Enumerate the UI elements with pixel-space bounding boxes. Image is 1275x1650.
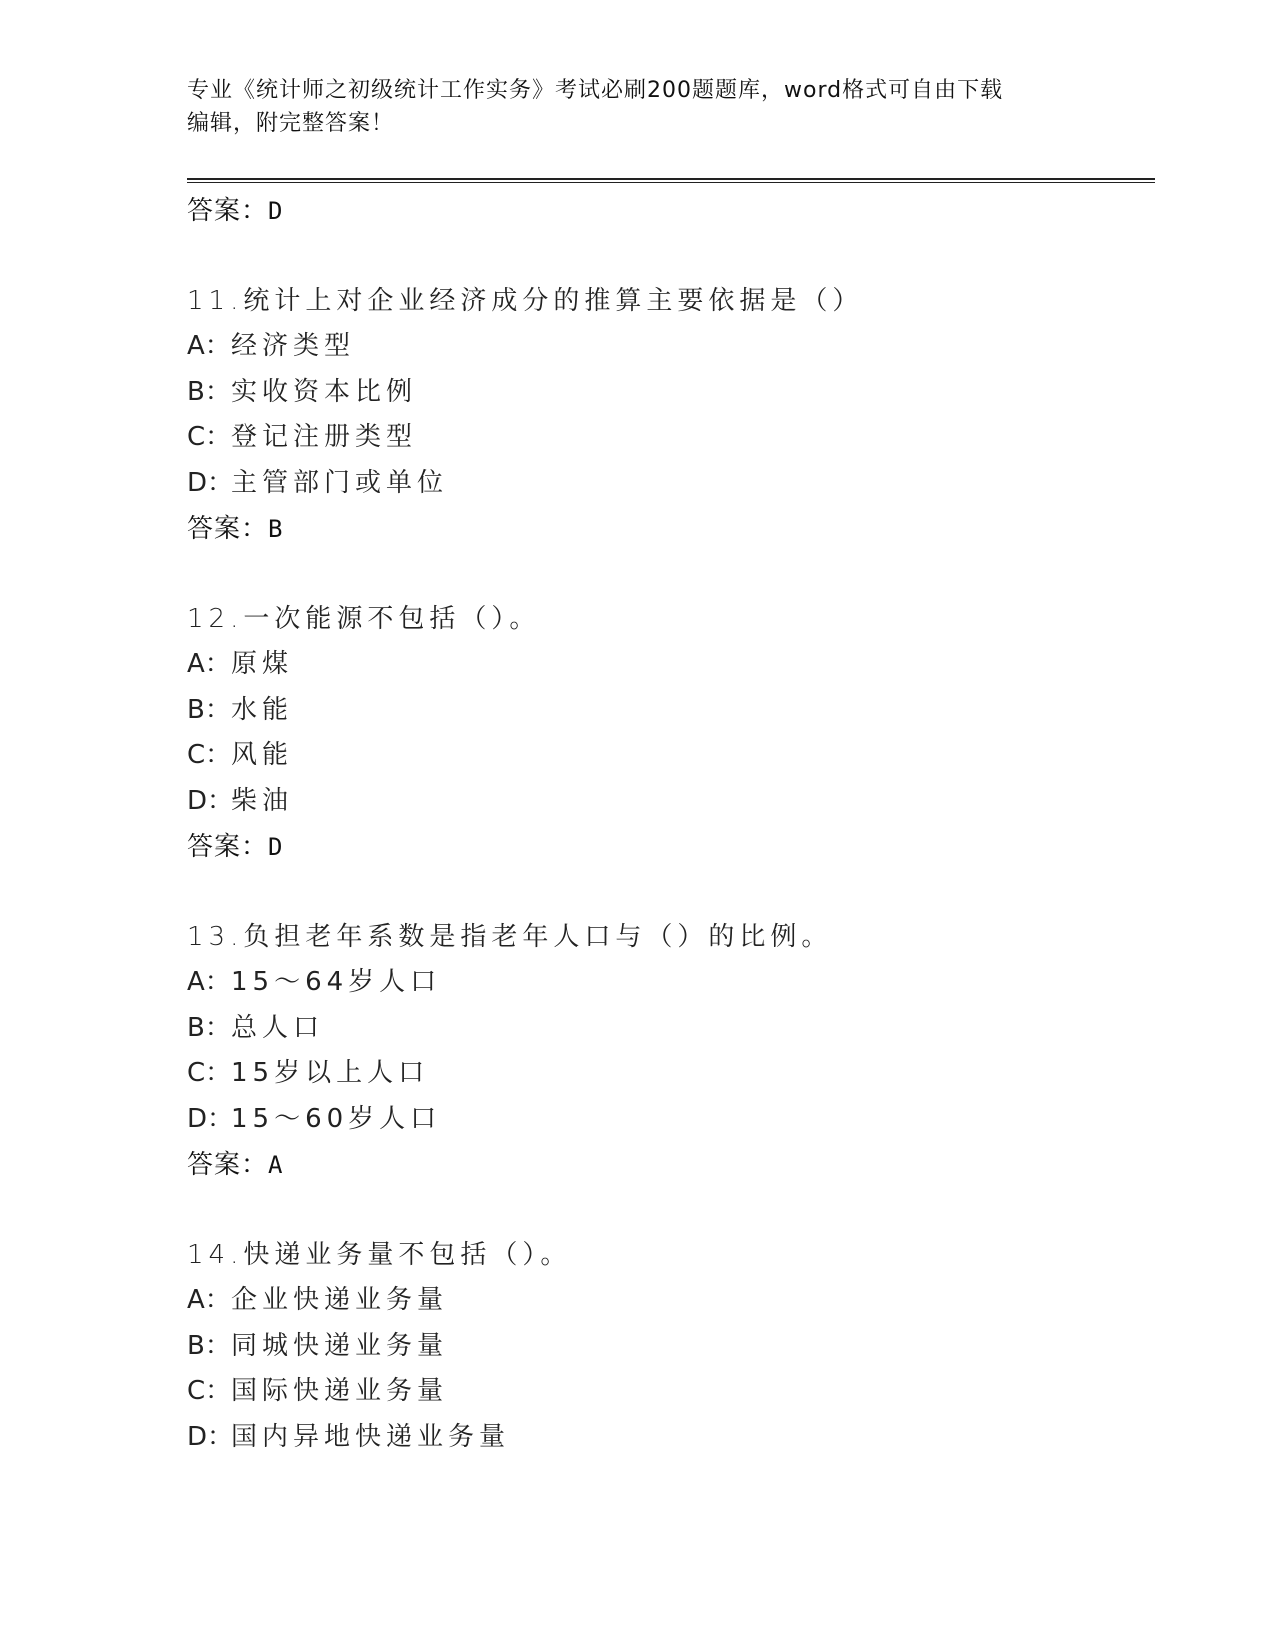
option-text: 经济类型 — [231, 331, 356, 361]
answer-line — [187, 1142, 1147, 1188]
header-line-2: 编辑，附完整答案！ — [187, 111, 395, 136]
option-text: 水能 — [231, 694, 294, 725]
option-text: 柴油 — [231, 785, 294, 816]
option-key: D： — [187, 785, 234, 816]
header-divider — [187, 178, 1155, 183]
option-d — [187, 461, 1147, 507]
answer-value: B — [268, 515, 284, 543]
option-text: 同城快递业务量 — [231, 1330, 449, 1361]
option-key: D： — [187, 1421, 234, 1452]
option-text: 主管部门或单位 — [231, 467, 449, 498]
option-key: C： — [187, 1058, 232, 1088]
option-text: 企业快递业务量 — [231, 1285, 449, 1315]
option-c — [187, 733, 1147, 779]
header-line-1: 专业《统计师之初级统计工作实务》考试必刷200题题库，word格式可自由下载 — [187, 78, 1004, 103]
option-text: 登记注册类型 — [231, 422, 418, 452]
option-a — [187, 960, 1147, 1006]
option-c — [187, 1369, 1147, 1415]
option-d — [187, 779, 1147, 825]
option-c — [187, 415, 1147, 461]
answer-label: 答案： — [187, 196, 269, 226]
option-key: C： — [187, 740, 232, 770]
option-d — [187, 1415, 1147, 1461]
option-a — [187, 1278, 1147, 1324]
option-b — [187, 1324, 1147, 1370]
option-text: 国内异地快递业务量 — [231, 1421, 511, 1452]
question-block-12 — [187, 596, 1147, 870]
answer-line — [187, 824, 1147, 870]
option-key: D： — [187, 467, 234, 498]
option-text: 15岁以上人口 — [231, 1058, 430, 1088]
option-key: D： — [187, 1103, 234, 1134]
question-text: 12.一次能源不包括（）。 — [187, 604, 541, 634]
option-a — [187, 324, 1147, 370]
option-key: B： — [187, 1330, 231, 1361]
question-text: 13.负担老年系数是指老年人口与（）的比例。 — [187, 922, 833, 952]
question-block-11 — [187, 278, 1147, 552]
option-c — [187, 1051, 1147, 1097]
option-key: B： — [187, 1012, 231, 1043]
question-list — [187, 188, 1147, 1460]
option-key: A： — [187, 967, 231, 997]
option-text: 15～60岁人口 — [231, 1103, 442, 1134]
option-text: 实收资本比例 — [231, 376, 418, 407]
option-b — [187, 688, 1147, 734]
answer-value: D — [268, 197, 284, 225]
question-block-14 — [187, 1232, 1147, 1460]
option-key: B： — [187, 376, 231, 407]
answer-value: A — [268, 1151, 284, 1179]
question-block-13 — [187, 914, 1147, 1188]
option-key: A： — [187, 331, 231, 361]
question-text: 11.统计上对企业经济成分的推算主要依据是（） — [187, 286, 864, 316]
question-text: 14.快递业务量不包括（）。 — [187, 1240, 572, 1270]
answer-label: 答案： — [187, 514, 269, 544]
option-d — [187, 1097, 1147, 1143]
option-b — [187, 1006, 1147, 1052]
option-text: 总人口 — [231, 1012, 325, 1043]
option-text: 国际快递业务量 — [231, 1376, 449, 1406]
option-text: 15～64岁人口 — [231, 967, 442, 997]
option-b — [187, 370, 1147, 416]
answer-label: 答案： — [187, 832, 269, 862]
answer-label: 答案： — [187, 1150, 269, 1180]
option-key: A： — [187, 649, 231, 679]
option-key: A： — [187, 1285, 231, 1315]
option-text: 风能 — [231, 740, 294, 770]
answer-line — [187, 188, 1147, 234]
option-a — [187, 642, 1147, 688]
option-text: 原煤 — [231, 649, 294, 679]
answer-line — [187, 506, 1147, 552]
document-header — [187, 74, 1087, 140]
option-key: C： — [187, 1376, 232, 1406]
option-key: B： — [187, 694, 231, 725]
answer-value: D — [268, 833, 284, 861]
option-key: C： — [187, 422, 232, 452]
